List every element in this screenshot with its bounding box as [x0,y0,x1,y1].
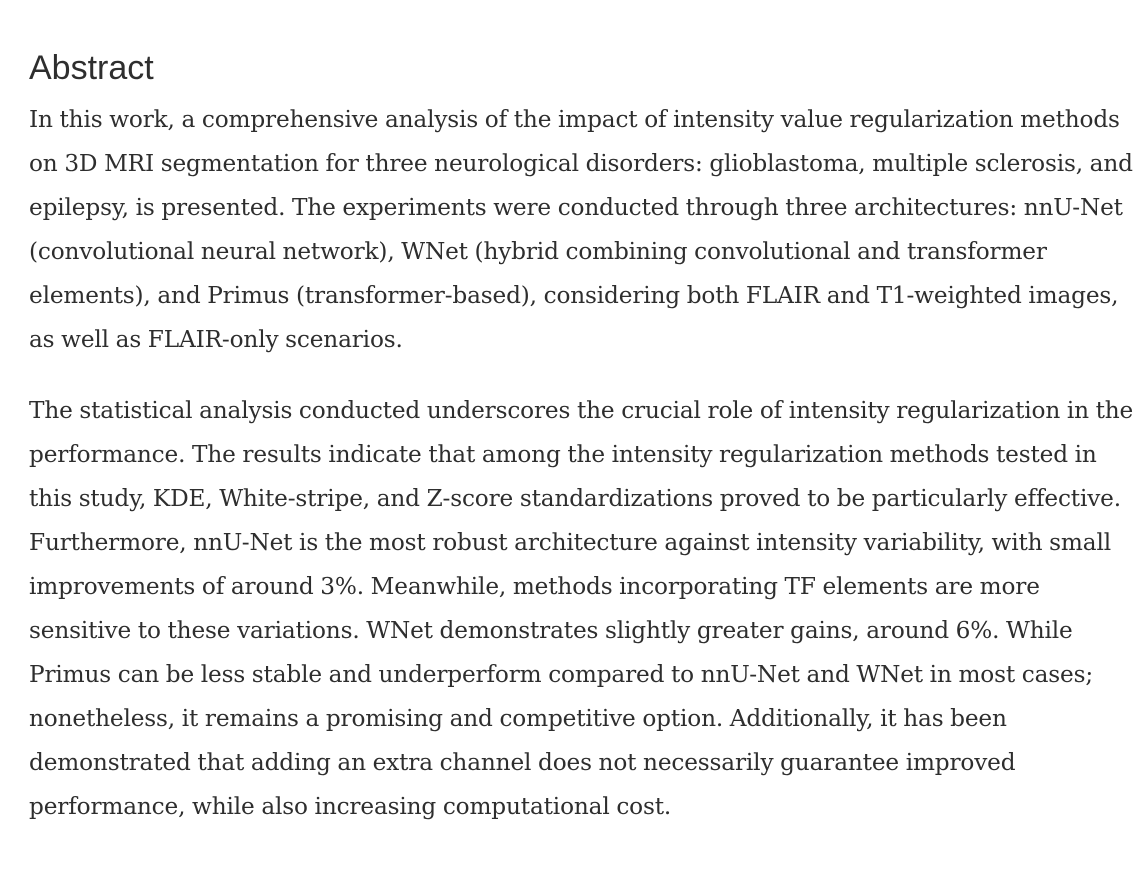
abstract-paragraph-1: In this work, a comprehensive analysis of the impact of intensity value regularization methods on 3D MRI segmentation for three neurological disorders: glioblastoma, multiple sclerosis, and epilepsy, is presented. The experiments were conducted through three architectures: nnU-Net (convolutional neural network), WNet (hybrid combining convolutional and transformer elements), and Primus (transformer-based), considering both FLAIR and T1-weighted images, as well as FLAIR-only scenarios. [29,106,1133,353]
abstract-paragraph-2: The statistical analysis conducted underscores the crucial role of intensity regularization in the performance. The results indicate that among the intensity regularization methods tested in this study, KDE, White-stripe, and Z-score standardizations proved to be particularly effective. Furthermore, nnU-Net is the most robust architecture against intensity variability, with small improvements of around 3%. Meanwhile, methods incorporating TF elements are more sensitive to these variations. WNet demonstrates slightly greater gains, around 6%. While Primus can be less stable and underperform compared to nnU-Net and WNet in most cases; nonetheless, it remains a promising and competitive option. Additionally, it has been demonstrated that adding an extra channel does not necessarily guarantee improved performance, while also increasing computational cost. [29,397,1134,820]
abstract-section [29,0,1146,829]
abstract-heading: Abstract [29,49,154,87]
